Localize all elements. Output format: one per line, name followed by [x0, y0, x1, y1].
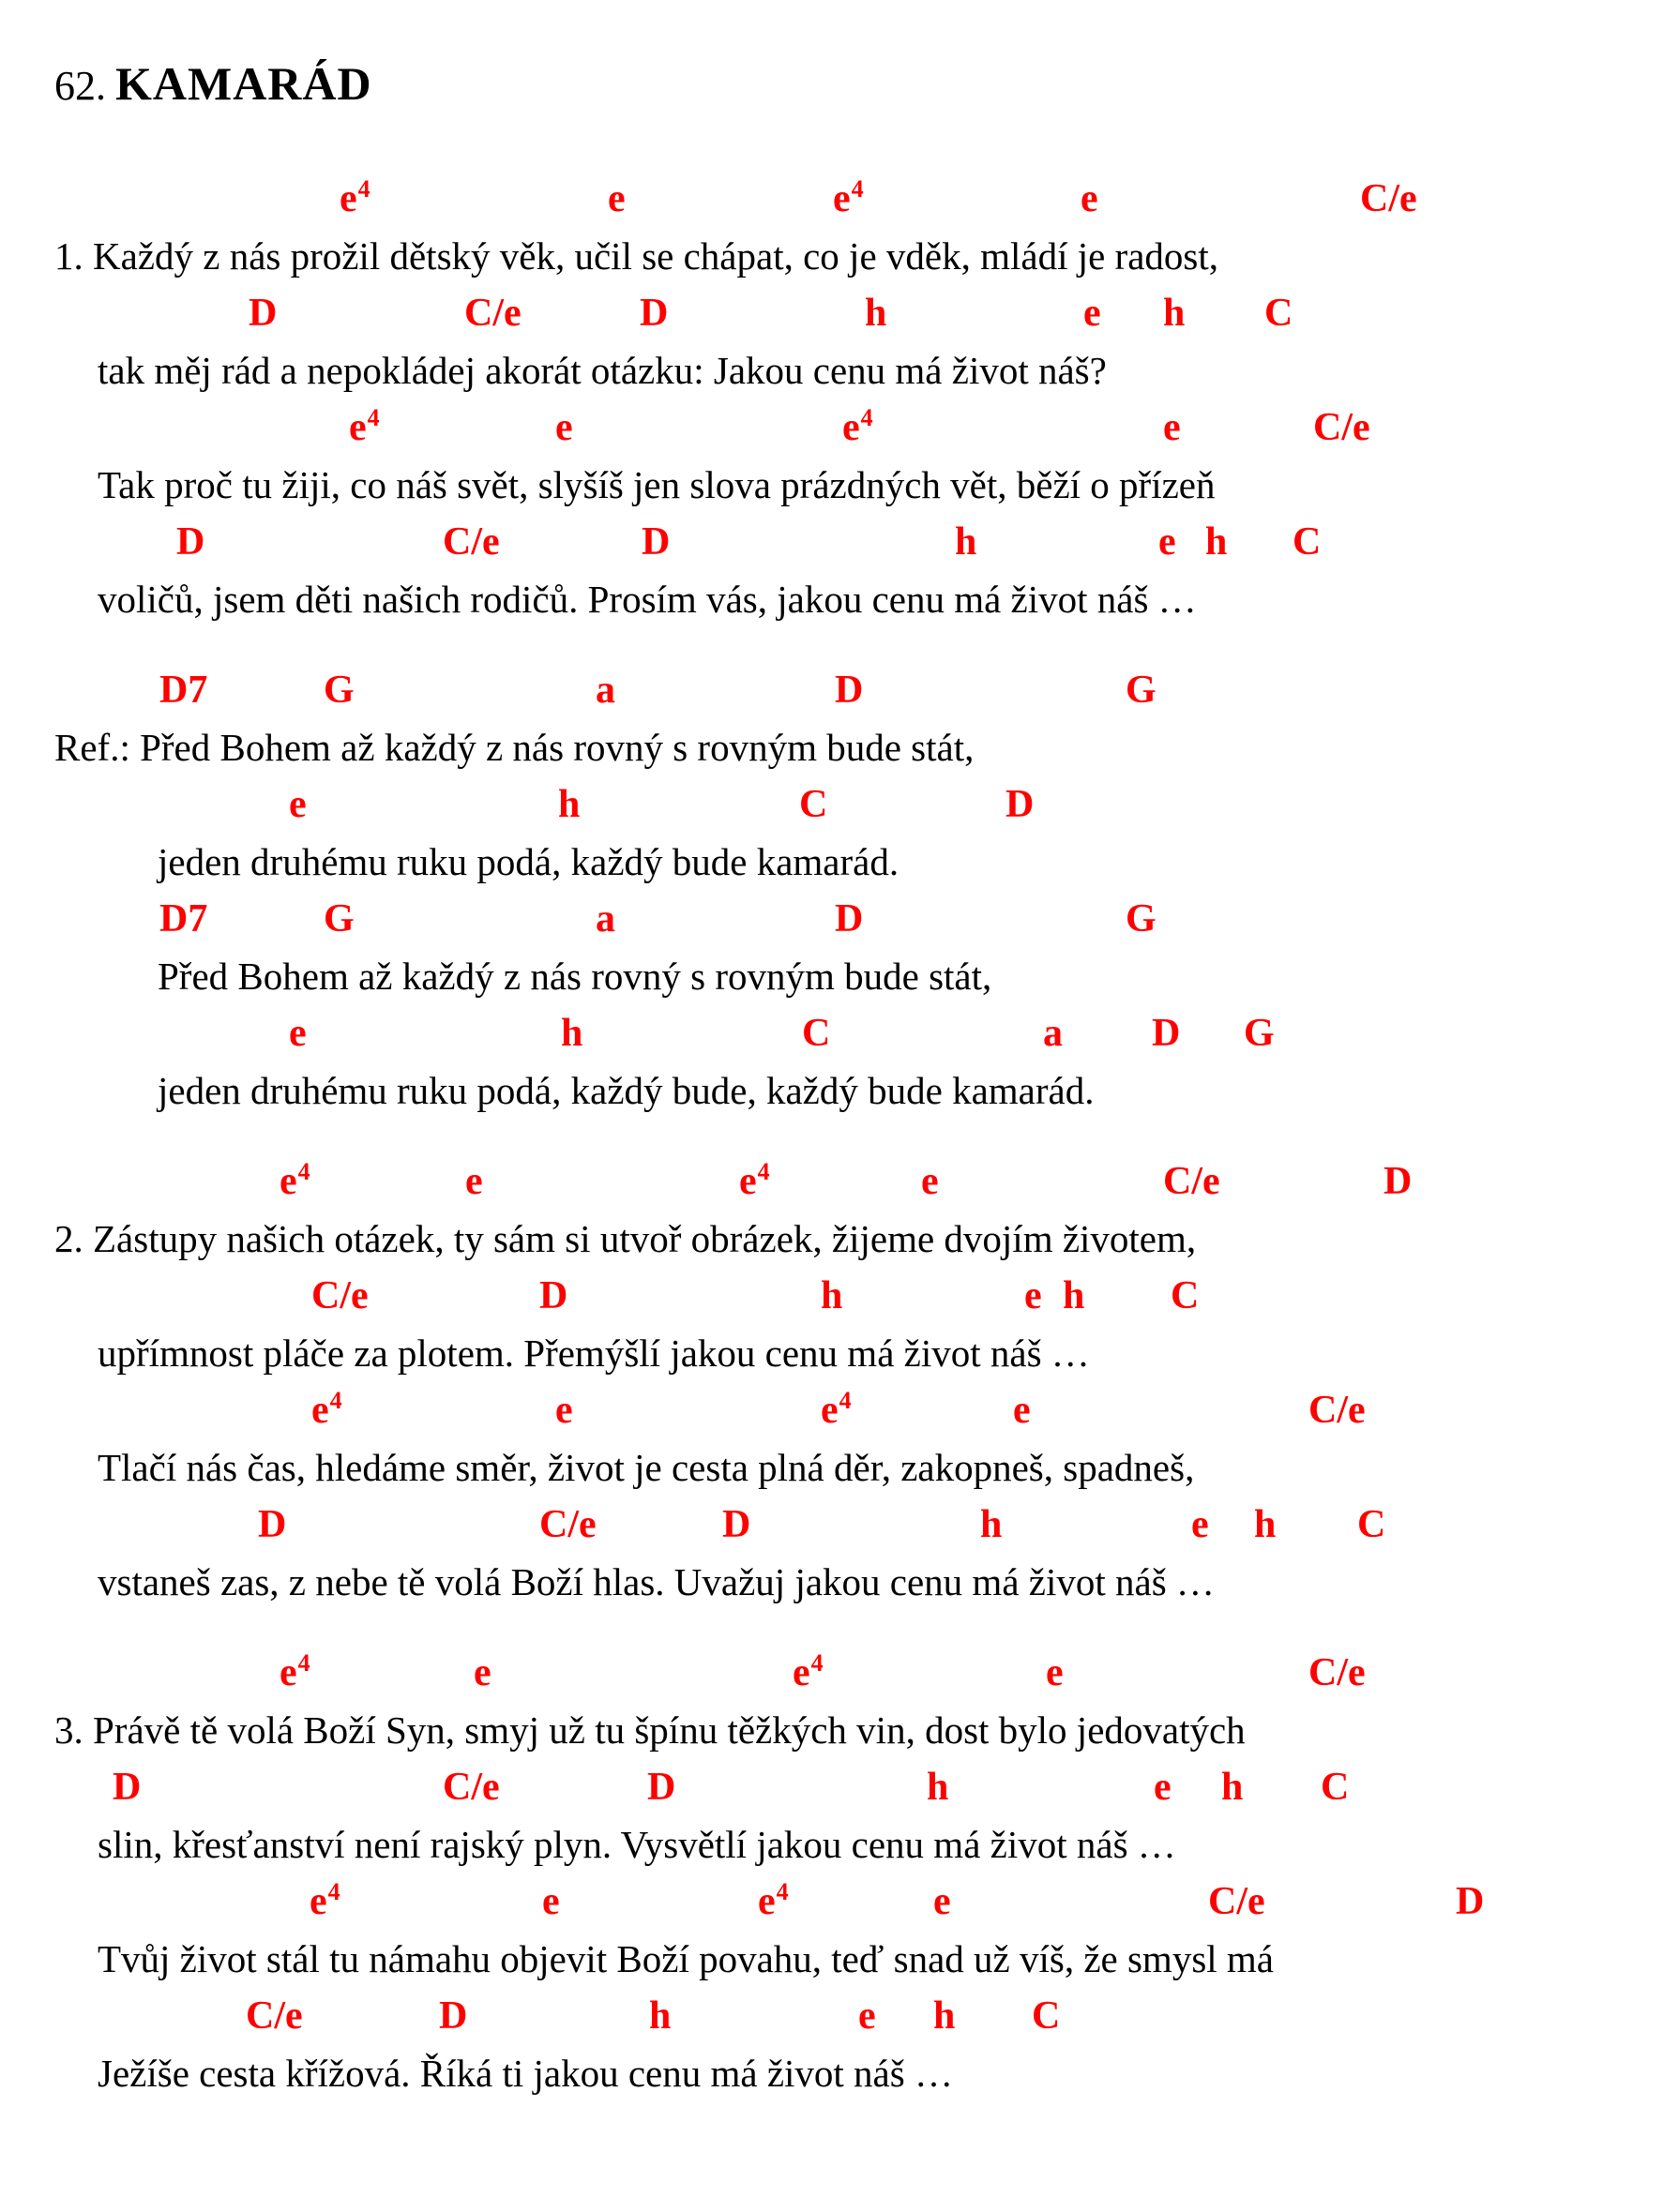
- chord-symbol: [1032, 1988, 1060, 2045]
- chord-label: C/e: [246, 1994, 303, 2038]
- chord-label: e: [289, 1012, 307, 1055]
- chord-label: h: [561, 1012, 583, 1055]
- chord-line: [0, 399, 1663, 457]
- chord-symbol: [821, 1268, 842, 1325]
- chord-symbol: [1046, 1645, 1064, 1702]
- chord-symbol: [1163, 285, 1185, 342]
- chord-label: e: [1154, 1766, 1172, 1809]
- chord-symbol: [1264, 285, 1293, 342]
- chord-symbol: [1024, 1268, 1042, 1325]
- chord-label: C: [802, 1012, 831, 1055]
- chord-symbol: [722, 1497, 750, 1554]
- lyric-line: Ref.: Před Bohem až každý z nás rovný s rovným bude stát,: [54, 726, 975, 769]
- chord-label: e: [474, 1651, 491, 1694]
- chord-line: [0, 1382, 1663, 1439]
- chord-symbol: [249, 285, 277, 342]
- chord-label: h: [558, 783, 581, 826]
- chord-symbol: [1244, 1005, 1275, 1062]
- chord-label: C: [1171, 1274, 1200, 1317]
- chord-symbol: [596, 662, 615, 719]
- chord-symbol: [1126, 891, 1157, 948]
- chord-label: e: [793, 1651, 810, 1694]
- chord-label: e: [842, 406, 860, 449]
- chord-label: e: [1046, 1651, 1064, 1694]
- chord-symbol: [842, 399, 873, 457]
- chord-label: h: [1163, 292, 1186, 335]
- chord-label: C: [1264, 292, 1293, 335]
- chord-label: h: [649, 1994, 672, 2038]
- lyric-line: upřímnost pláče za plotem. Přemýšlí jakou cenu má život náš …: [98, 1332, 1090, 1375]
- page-title: [54, 56, 1663, 111]
- chord-symbol: [539, 1497, 597, 1554]
- chord-symbol: [927, 1759, 948, 1816]
- chord-symbol: [596, 891, 615, 948]
- chord-label: D: [835, 669, 864, 712]
- chord-label: e: [280, 1160, 297, 1203]
- chord-label: e: [821, 1389, 839, 1432]
- chord-symbol: [176, 514, 204, 571]
- chord-superscript: 4: [839, 1387, 852, 1414]
- chord-symbol: [1357, 1497, 1385, 1554]
- chord-symbol: [1208, 1873, 1265, 1931]
- chord-label: e: [758, 1880, 776, 1923]
- chord-symbol: [280, 1153, 310, 1211]
- chord-label: D: [640, 292, 669, 335]
- chord-label: e: [555, 406, 573, 449]
- chord-line: [0, 776, 1663, 834]
- chord-symbol: [324, 891, 355, 948]
- chord-superscript: 4: [329, 1387, 342, 1414]
- chord-superscript: 4: [860, 404, 873, 431]
- chord-label: e: [465, 1160, 483, 1203]
- chord-symbol: [1191, 1497, 1209, 1554]
- chord-superscript: 4: [851, 175, 864, 203]
- lyric-line: 3. Právě tě volá Boží Syn, smyj už tu špínu těžkých vin, dost bylo jedovatých: [54, 1708, 1246, 1752]
- chord-symbol: [647, 1759, 675, 1816]
- chord-label: C: [799, 783, 828, 826]
- chord-symbol: [561, 1005, 582, 1062]
- chord-label: e: [310, 1880, 327, 1923]
- chord-label: C: [1321, 1766, 1350, 1809]
- chord-symbol: [439, 1988, 467, 2045]
- chord-label: D7: [159, 669, 208, 712]
- chord-symbol: [1013, 1382, 1031, 1439]
- song-number: 62.: [54, 63, 106, 109]
- chord-symbol: [1152, 1005, 1180, 1062]
- chord-symbol: [555, 1382, 573, 1439]
- chord-symbol: [955, 514, 976, 571]
- chord-line: [0, 514, 1663, 571]
- chord-label: C/e: [539, 1503, 597, 1546]
- chord-symbol: [1205, 514, 1227, 571]
- chord-line: [0, 1645, 1663, 1702]
- chord-label: D: [176, 520, 205, 564]
- chord-symbol: [758, 1873, 789, 1931]
- chord-label: G: [1126, 897, 1157, 940]
- chord-label: e: [349, 406, 367, 449]
- chord-label: D7: [159, 897, 208, 940]
- chord-label: e: [1191, 1503, 1209, 1546]
- chord-symbol: [1005, 776, 1034, 834]
- chord-label: C: [1032, 1994, 1061, 2038]
- chord-symbol: [608, 171, 626, 228]
- chord-label: D: [1456, 1880, 1485, 1923]
- lyric-line: Tak proč tu žiji, co náš svět, slyšíš jen slova prázdných vět, běží o přízeň: [98, 463, 1216, 506]
- chord-symbol: [555, 399, 573, 457]
- chord-label: e: [1081, 177, 1098, 220]
- chord-label: h: [1221, 1766, 1244, 1809]
- chord-label: C/e: [443, 520, 500, 564]
- chord-label: h: [1205, 520, 1228, 564]
- chord-label: D: [539, 1274, 568, 1317]
- chord-symbol: [474, 1645, 491, 1702]
- chord-label: h: [933, 1994, 956, 2038]
- chord-label: e: [1083, 292, 1101, 335]
- chord-symbol: [865, 285, 886, 342]
- section-verse-2: [0, 1153, 1663, 1611]
- lyric-line: jeden druhému ruku podá, každý bude kamarád.: [158, 840, 900, 883]
- chord-superscript: 4: [297, 1158, 310, 1185]
- section-refrain: [0, 662, 1663, 1120]
- chord-label: a: [596, 669, 615, 712]
- chord-label: D: [113, 1766, 142, 1809]
- chord-label: a: [1043, 1012, 1063, 1055]
- chord-symbol: [642, 514, 670, 571]
- chord-symbol: [1308, 1645, 1366, 1702]
- chord-symbol: [1154, 1759, 1172, 1816]
- chord-symbol: [258, 1497, 286, 1554]
- chord-label: C/e: [1308, 1389, 1366, 1432]
- chord-label: D: [258, 1503, 287, 1546]
- chord-symbol: [465, 1153, 483, 1211]
- chord-label: e: [933, 1880, 951, 1923]
- chord-symbol: [1254, 1497, 1276, 1554]
- chord-superscript: 4: [810, 1649, 824, 1677]
- chord-label: e: [1013, 1389, 1031, 1432]
- chord-line: [0, 1759, 1663, 1816]
- chord-symbol: [1081, 171, 1098, 228]
- lyric-line: voličů, jsem děti našich rodičů. Prosím vás, jakou cenu má život náš …: [98, 578, 1197, 621]
- lyric-line: slin, křesťanství není rajský plyn. Vysvětlí jakou cenu má život náš …: [98, 1823, 1176, 1866]
- chord-symbol: [1456, 1873, 1484, 1931]
- chord-label: h: [1254, 1503, 1277, 1546]
- chord-line: [0, 1005, 1663, 1062]
- chord-symbol: [799, 776, 827, 834]
- chord-line: [0, 285, 1663, 342]
- chord-symbol: [1383, 1153, 1412, 1211]
- chord-label: e: [340, 177, 357, 220]
- chord-symbol: [1313, 399, 1370, 457]
- chord-symbol: [310, 1873, 340, 1931]
- chord-symbol: [1126, 662, 1157, 719]
- chord-line: [0, 891, 1663, 948]
- chord-label: e: [1158, 520, 1176, 564]
- chord-label: C/e: [311, 1274, 369, 1317]
- chord-symbol: [1321, 1759, 1349, 1816]
- chord-symbol: [835, 662, 863, 719]
- chord-symbol: [1083, 285, 1101, 342]
- chord-symbol: [921, 1153, 939, 1211]
- chord-label: D: [647, 1766, 676, 1809]
- lyric-line: tak měj rád a nepokládej akorát otázku: Jakou cenu má život náš?: [98, 349, 1107, 392]
- chord-symbol: [649, 1988, 671, 2045]
- chord-symbol: [802, 1005, 830, 1062]
- chord-label: D: [835, 897, 864, 940]
- chord-symbol: [793, 1645, 824, 1702]
- chord-line: [0, 662, 1663, 719]
- chord-label: D: [249, 292, 278, 335]
- chord-line: [0, 1153, 1663, 1211]
- chord-superscript: 4: [357, 175, 370, 203]
- chord-symbol: [1163, 399, 1181, 457]
- chord-label: D: [1005, 783, 1035, 826]
- chord-label: e: [1024, 1274, 1042, 1317]
- lyric-line: Ježíše cesta křížová. Říká ti jakou cenu má život náš …: [98, 2052, 953, 2095]
- chord-symbol: [1163, 1153, 1220, 1211]
- chord-symbol: [159, 891, 207, 948]
- lyric-line: Tvůj život stál tu námahu objevit Boží povahu, teď snad už víš, že smysl má: [98, 1937, 1275, 1980]
- lyric-line: 2. Zástupy našich otázek, ty sám si utvoř obrázek, žijeme dvojím životem,: [54, 1217, 1197, 1260]
- chord-symbol: [340, 171, 370, 228]
- chord-label: e: [311, 1389, 329, 1432]
- lyric-line: Před Bohem až každý z nás rovný s rovným bude stát,: [158, 955, 992, 998]
- chord-line: [0, 1268, 1663, 1325]
- chord-label: C/e: [1163, 1160, 1220, 1203]
- chord-label: e: [833, 177, 851, 220]
- lyric-line: Tlačí nás čas, hledáme směr, život je cesta plná děr, zakopneš, spadneš,: [98, 1446, 1195, 1489]
- chord-label: a: [596, 897, 615, 940]
- chord-label: G: [1244, 1012, 1275, 1055]
- lyric-line: vstaneš zas, z nebe tě volá Boží hlas. Uvažuj jakou cenu má život náš …: [98, 1560, 1215, 1603]
- chord-label: C/e: [1313, 406, 1370, 449]
- chord-symbol: [324, 662, 355, 719]
- chord-label: D: [642, 520, 671, 564]
- chord-symbol: [289, 1005, 307, 1062]
- chord-symbol: [1293, 514, 1321, 571]
- chord-label: G: [324, 897, 355, 940]
- chord-symbol: [443, 514, 500, 571]
- chord-line: [0, 171, 1663, 228]
- chord-label: G: [1126, 669, 1157, 712]
- chord-symbol: [933, 1873, 951, 1931]
- chord-symbol: [1360, 171, 1417, 228]
- chord-symbol: [349, 399, 380, 457]
- chord-symbol: [539, 1268, 567, 1325]
- chord-symbol: [933, 1988, 955, 2045]
- chord-label: C: [1293, 520, 1322, 564]
- chord-label: D: [1152, 1012, 1181, 1055]
- chord-symbol: [1308, 1382, 1366, 1439]
- song-name: KAMARÁD: [115, 57, 372, 110]
- chord-label: D: [439, 1994, 468, 2038]
- chord-symbol: [159, 662, 207, 719]
- chord-label: G: [324, 669, 355, 712]
- chord-label: C: [1357, 1503, 1386, 1546]
- chord-symbol: [1158, 514, 1176, 571]
- chord-label: e: [608, 177, 626, 220]
- chord-label: h: [955, 520, 977, 564]
- chord-label: h: [821, 1274, 843, 1317]
- chord-label: C/e: [1360, 177, 1417, 220]
- chord-line: [0, 1988, 1663, 2045]
- chord-symbol: [1043, 1005, 1063, 1062]
- chord-label: h: [1063, 1274, 1085, 1317]
- chord-line: [0, 1873, 1663, 1931]
- chord-superscript: 4: [367, 404, 380, 431]
- chord-symbol: [980, 1497, 1002, 1554]
- chord-symbol: [280, 1645, 310, 1702]
- chord-label: e: [280, 1651, 297, 1694]
- chord-superscript: 4: [297, 1649, 310, 1677]
- chord-label: e: [542, 1880, 560, 1923]
- section-verse-1: [0, 171, 1663, 628]
- chord-superscript: 4: [757, 1158, 770, 1185]
- chord-symbol: [1171, 1268, 1199, 1325]
- chord-symbol: [1063, 1268, 1084, 1325]
- chord-symbol: [289, 776, 307, 834]
- chord-label: h: [980, 1503, 1003, 1546]
- chord-label: e: [739, 1160, 757, 1203]
- chord-symbol: [246, 1988, 303, 2045]
- chord-symbol: [833, 171, 864, 228]
- chord-label: h: [927, 1766, 949, 1809]
- chord-superscript: 4: [776, 1878, 789, 1905]
- chord-line: [0, 1497, 1663, 1554]
- chord-symbol: [542, 1873, 560, 1931]
- chord-symbol: [821, 1382, 852, 1439]
- chord-symbol: [1221, 1759, 1243, 1816]
- chord-symbol: [311, 1268, 369, 1325]
- chord-symbol: [640, 285, 668, 342]
- chord-symbol: [464, 285, 522, 342]
- chord-label: C/e: [464, 292, 522, 335]
- song-body: [0, 171, 1663, 2102]
- chord-symbol: [858, 1988, 876, 2045]
- chord-label: D: [722, 1503, 751, 1546]
- chord-label: h: [865, 292, 887, 335]
- chord-symbol: [835, 891, 863, 948]
- lyric-line: 1. Každý z nás prožil dětský věk, učil se chápat, co je vděk, mládí je radost,: [54, 234, 1218, 278]
- chord-label: e: [1163, 406, 1181, 449]
- section-verse-3: [0, 1645, 1663, 2102]
- chord-label: C/e: [1308, 1651, 1366, 1694]
- chord-label: C/e: [1208, 1880, 1265, 1923]
- chord-label: e: [921, 1160, 939, 1203]
- chord-symbol: [558, 776, 580, 834]
- chord-label: e: [289, 783, 307, 826]
- chord-label: e: [858, 1994, 876, 2038]
- chord-label: C/e: [443, 1766, 500, 1809]
- chord-superscript: 4: [327, 1878, 340, 1905]
- chord-label: e: [555, 1389, 573, 1432]
- chord-symbol: [113, 1759, 141, 1816]
- lyric-line: jeden druhému ruku podá, každý bude, každý bude kamarád.: [158, 1069, 1095, 1112]
- chord-symbol: [739, 1153, 770, 1211]
- chord-symbol: [311, 1382, 342, 1439]
- chord-symbol: [443, 1759, 500, 1816]
- chord-label: D: [1383, 1160, 1413, 1203]
